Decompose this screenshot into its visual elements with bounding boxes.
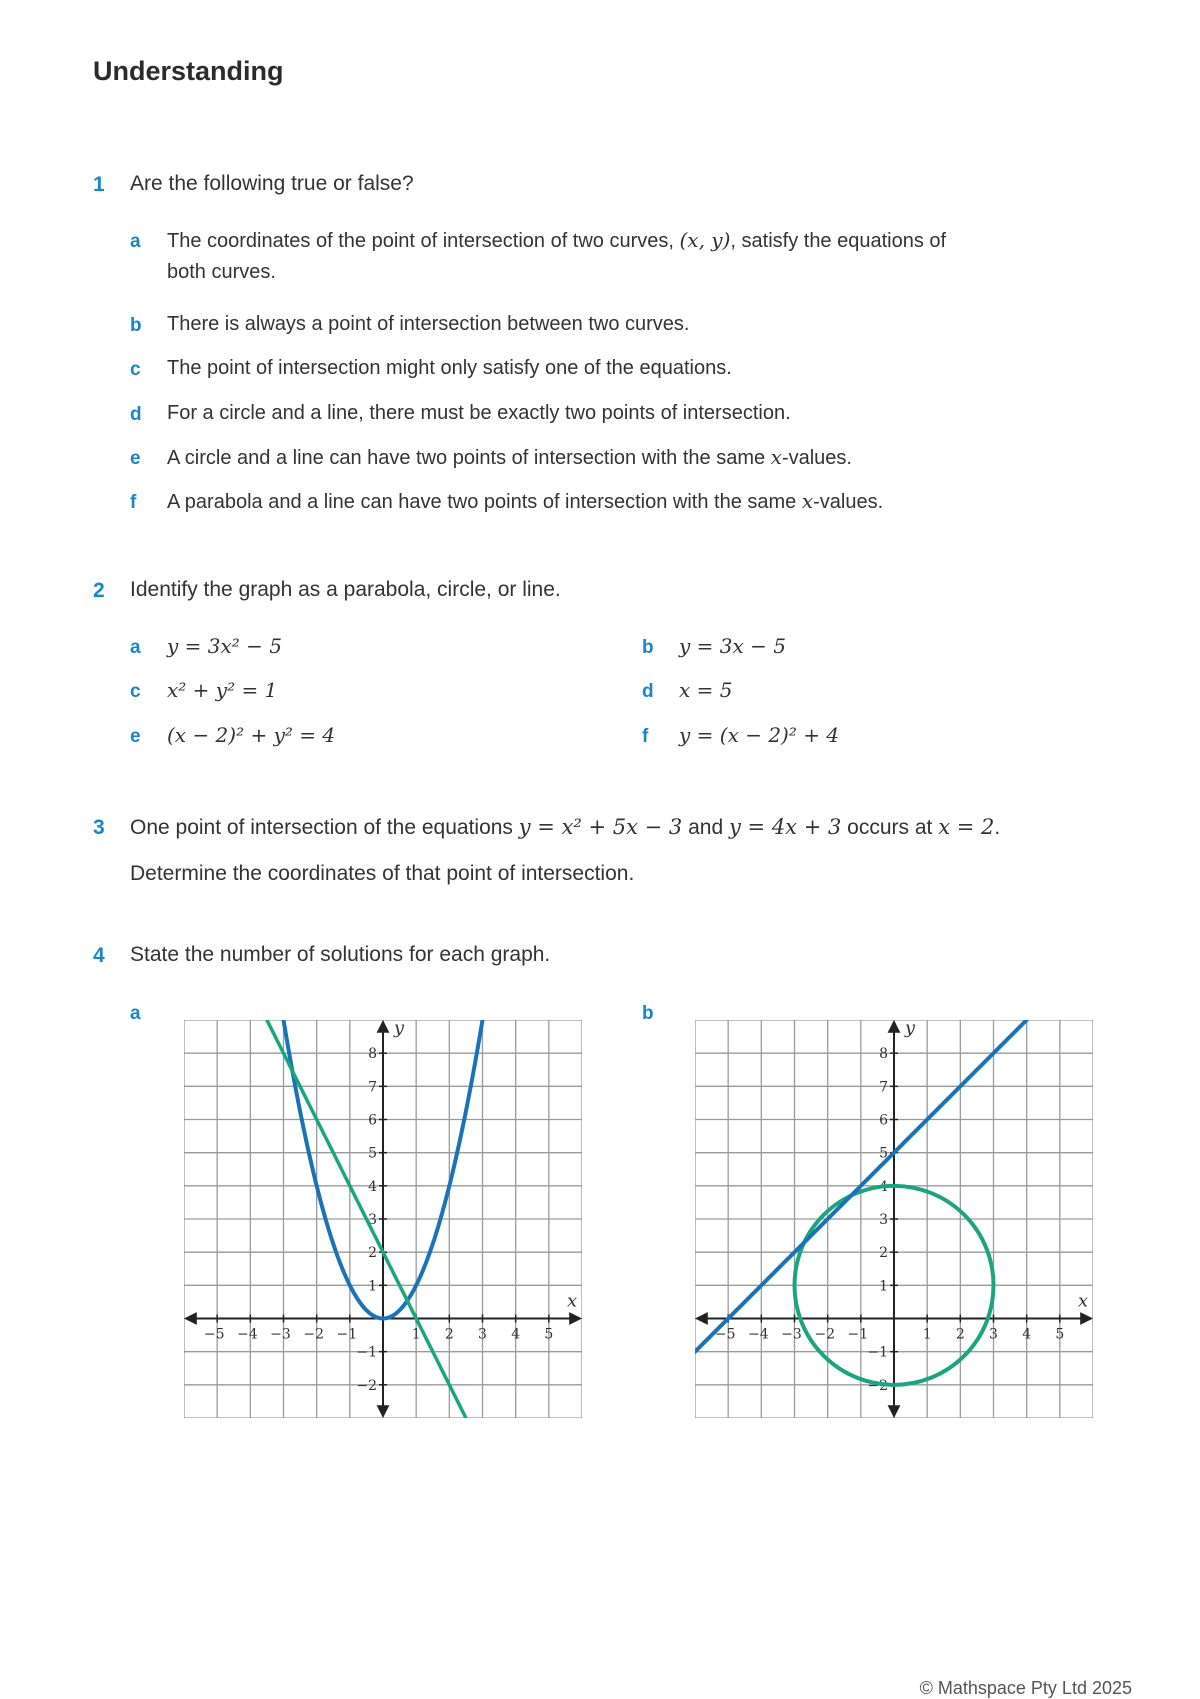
graph-a [184, 1020, 582, 1418]
q2-part-c-label: c [130, 681, 141, 702]
q2-part-c-math: x² + y² = 1 [167, 678, 278, 702]
graph-b-y-arrow-up [888, 1020, 901, 1033]
q2-part-a-label: a [130, 637, 141, 658]
q1-part-b-text: There is always a point of intersection between two curves. [167, 313, 690, 335]
graph-b-x-tick-label: 3 [989, 1326, 998, 1343]
graph-a-y-tick-label: −2 [356, 1377, 377, 1394]
graph-a-x-axis-label: x [566, 1290, 578, 1312]
graph-a-y-arrow-up [377, 1020, 390, 1033]
q2-part-d-label: d [642, 681, 654, 702]
q4-part-a-label: a [130, 1003, 141, 1024]
q2-part-b-math: y = 3x − 5 [679, 634, 786, 658]
graph-a-y-tick-label: 8 [368, 1046, 377, 1063]
question-3-line2: Determine the coordinates of that point of intersection. [130, 862, 635, 885]
q1-part-c-text: The point of intersection might only satisfy one of the equations. [167, 357, 732, 379]
graph-a-y-tick-label: −1 [356, 1344, 377, 1361]
q1-part-a-text-pre: The coordinates of the point of intersection of two curves, [167, 230, 680, 252]
question-4-prompt: State the number of solutions for each graph. [130, 943, 551, 966]
q3-and: and [682, 816, 730, 839]
q1-part-b-label: b [130, 315, 142, 336]
q1-part-f-label: f [130, 492, 137, 513]
q3-line1-pre: One point of intersection of the equations [130, 816, 519, 839]
q1-part-a-math: (x, y) [679, 228, 731, 252]
q2-part-a-math: y = 3x² − 5 [167, 634, 282, 658]
question-1-number: 1 [93, 173, 105, 196]
graph-b-x-tick-label: −3 [781, 1326, 802, 1343]
q1-part-e-label: e [130, 448, 141, 469]
footer-copyright: © Mathspace Pty Ltd 2025 [919, 1678, 1132, 1698]
graph-a-x-tick-label: −1 [336, 1326, 358, 1343]
q2-part-e-math: (x − 2)² + y² = 4 [167, 723, 336, 747]
graph-b-y-tick-label: −1 [867, 1344, 888, 1361]
graph-a-x-tick-label: −2 [303, 1326, 324, 1343]
q1-part-a-text-line2: both curves. [167, 261, 276, 283]
graph-a-y-axis-label: y [393, 1020, 405, 1039]
graph-b-y-tick-label: 3 [879, 1212, 888, 1228]
graph-a-y-tick-label: 6 [368, 1112, 377, 1129]
question-2-prompt: Identify the graph as a parabola, circle, or line. [130, 578, 561, 601]
q3-period: . [994, 816, 1001, 839]
graph-b-x-tick-label: −5 [714, 1326, 736, 1343]
graph-b-y-tick-label: 6 [879, 1112, 888, 1129]
graph-b-y-tick-label: 2 [879, 1245, 888, 1262]
question-4-number: 4 [93, 944, 105, 967]
graph-b-y-arrow-down [888, 1405, 901, 1418]
graph-a-x-tick-label: −3 [270, 1326, 291, 1343]
graph-b-x-tick-label: 5 [1055, 1326, 1065, 1343]
graph-a-x-tick-label: 1 [411, 1326, 421, 1343]
graph-a-y-tick-label: 5 [368, 1145, 377, 1162]
graph-a-x-tick-label: 3 [478, 1326, 487, 1343]
graph-a-x-arrow-left [184, 1312, 197, 1325]
q2-part-f-label: f [642, 726, 649, 747]
graph-b-y-axis-label: y [904, 1020, 916, 1039]
q1-part-a-label: a [130, 231, 141, 252]
graph-b-x-arrow-left [695, 1312, 708, 1325]
question-2-number: 2 [93, 579, 105, 602]
graph-b-x-axis-label: x [1077, 1290, 1089, 1312]
q1-part-f-pre: A parabola and a line can have two points of intersection with the same [167, 491, 802, 513]
graph-a-y-tick-label: 2 [368, 1245, 377, 1262]
graph-a-x-tick-label: 4 [511, 1326, 521, 1343]
q1-part-e-text [167, 442, 852, 474]
graph-a-y-arrow-down [377, 1405, 390, 1418]
q1-part-f-math: x [801, 489, 814, 513]
q1-part-a-text [167, 225, 1127, 288]
graph-b-y-tick-label: 1 [879, 1278, 888, 1295]
graph-a-y-tick-label: 1 [368, 1278, 377, 1295]
graph-a-y-tick-label: 7 [368, 1079, 377, 1096]
graph-b [695, 1020, 1093, 1418]
graph-b-x-arrow-right [1080, 1312, 1093, 1325]
graph-a-x-arrow-right [569, 1312, 582, 1325]
q1-part-a-text-post: , satisfy the equations of [730, 230, 947, 252]
q1-part-e-post: -values. [781, 447, 852, 469]
graph-b-y-tick-label: 7 [879, 1079, 888, 1096]
graph-a-y-tick-label: 3 [368, 1212, 377, 1228]
graph-b-x-tick-label: −1 [847, 1326, 869, 1343]
q3-occurs: occurs at [841, 816, 939, 839]
graph-b-x-tick-label: −2 [814, 1326, 835, 1343]
graph-b-y-tick-label: −2 [867, 1377, 888, 1394]
q2-part-d-math: x = 5 [679, 678, 733, 702]
q1-part-f-text [167, 486, 883, 518]
graph-a-x-tick-label: −5 [203, 1326, 225, 1343]
graph-a-y-tick-label: 4 [368, 1178, 377, 1195]
graph-b-y-tick-label: 5 [879, 1145, 888, 1162]
q4-part-b-label: b [642, 1003, 654, 1024]
section-title: Understanding [93, 56, 284, 86]
question-3-line1 [130, 815, 1000, 840]
q1-part-d-text: For a circle and a line, there must be exactly two points of intersection. [167, 402, 791, 424]
q1-part-c-label: c [130, 359, 141, 380]
graph-b-x-tick-label: 4 [1022, 1326, 1032, 1343]
question-3-number: 3 [93, 816, 105, 839]
graph-b-x-tick-label: 2 [955, 1326, 965, 1343]
graph-a-x-tick-label: 2 [444, 1326, 454, 1343]
graph-b-y-tick-label: 4 [879, 1178, 888, 1195]
graph-a-x-tick-label: −4 [237, 1326, 258, 1343]
q2-part-e-label: e [130, 726, 141, 747]
q3-xval: x = 2 [938, 815, 995, 839]
q3-eq1: y = x² + 5x − 3 [518, 815, 683, 839]
graph-a-x-tick-label: 5 [544, 1326, 554, 1343]
q3-eq2: y = 4x + 3 [729, 815, 842, 839]
graph-b-y-tick-label: 8 [879, 1046, 888, 1063]
q1-part-e-math: x [770, 445, 782, 469]
q2-part-b-label: b [642, 637, 654, 658]
q1-part-f-post: -values. [813, 491, 884, 513]
graph-b-x-tick-label: −4 [748, 1326, 769, 1343]
graph-b-x-tick-label: 1 [922, 1326, 932, 1343]
q2-part-f-math: y = (x − 2)² + 4 [679, 723, 840, 747]
q1-part-d-label: d [130, 404, 142, 425]
q1-part-e-pre: A circle and a line can have two points of intersection with the same [167, 447, 771, 469]
question-1-prompt: Are the following true or false? [130, 172, 414, 195]
